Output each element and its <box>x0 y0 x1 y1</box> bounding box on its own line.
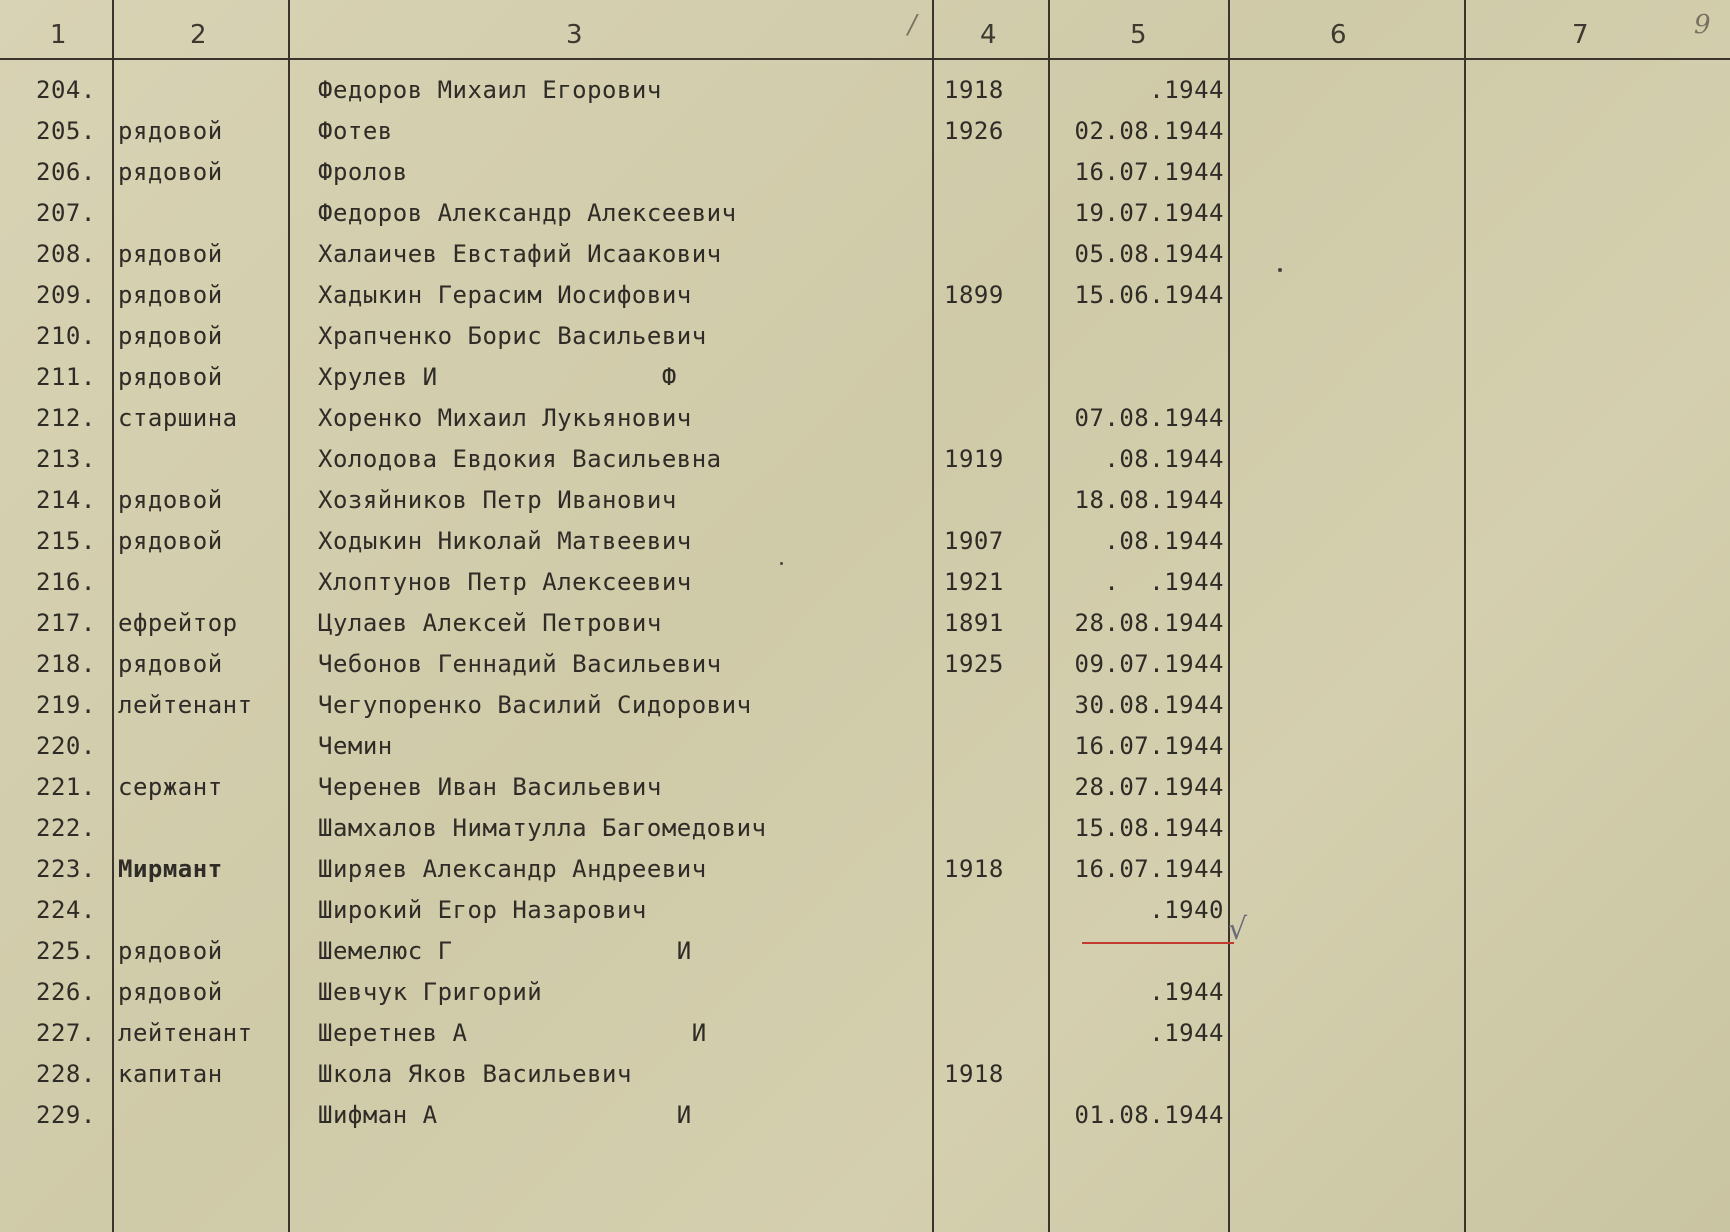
row-number: 205. <box>36 117 96 145</box>
name-cell: Шифман А И <box>318 1101 692 1129</box>
name-cell: Хоренко Михаил Лукьянович <box>318 404 692 432</box>
table-row <box>0 404 1730 444</box>
rank-cell: Мирмант <box>118 855 223 883</box>
name-cell: Широкий Егор Назарович <box>318 896 647 924</box>
table-row <box>0 814 1730 854</box>
rank-cell: рядовой <box>118 281 223 309</box>
name-cell: Школа Яков Васильевич <box>318 1060 632 1088</box>
rank-cell: рядовой <box>118 363 223 391</box>
row-number: 216. <box>36 568 96 596</box>
table-row <box>0 732 1730 772</box>
row-number: 222. <box>36 814 96 842</box>
rank-cell: лейтенант <box>118 691 253 719</box>
name-cell: Федоров Михаил Егорович <box>318 76 662 104</box>
name-cell: Хлоптунов Петр Алексеевич <box>318 568 692 596</box>
row-number: 225. <box>36 937 96 965</box>
name-cell: Шевчук Григорий <box>318 978 543 1006</box>
rank-cell: рядовой <box>118 650 223 678</box>
table-row <box>0 691 1730 731</box>
birth-year-cell: 1926 <box>944 117 1004 145</box>
name-cell: Шамхалов Ниматулла Багомедович <box>318 814 767 842</box>
row-number: 224. <box>36 896 96 924</box>
rank-cell: рядовой <box>118 978 223 1006</box>
row-number: 210. <box>36 322 96 350</box>
header-rule <box>0 58 1730 60</box>
table-row <box>0 855 1730 895</box>
name-cell: Шеретнев А И <box>318 1019 707 1047</box>
date-cell: 15.06.1944 <box>1074 281 1224 309</box>
birth-year-cell: 1899 <box>944 281 1004 309</box>
rank-cell: лейтенант <box>118 1019 253 1047</box>
date-cell: 05.08.1944 <box>1074 240 1224 268</box>
row-number: 229. <box>36 1101 96 1129</box>
date-cell: .1944 <box>1149 1019 1224 1047</box>
name-cell: Федоров Александр Алексеевич <box>318 199 737 227</box>
name-cell: Холодова Евдокия Васильевна <box>318 445 722 473</box>
red-underline-annotation <box>1082 942 1234 944</box>
name-cell: Цулаев Алексей Петрович <box>318 609 662 637</box>
date-cell: .08.1944 <box>1104 445 1224 473</box>
rank-cell: сержант <box>118 773 223 801</box>
name-cell: Хрулев И Ф <box>318 363 677 391</box>
table-row <box>0 76 1730 116</box>
table-row <box>0 199 1730 239</box>
column-header-2: 2 <box>190 20 207 50</box>
table-row <box>0 363 1730 403</box>
column-header-1: 1 <box>50 20 67 50</box>
rank-cell: рядовой <box>118 486 223 514</box>
check-mark-annotation: √ <box>1228 912 1248 947</box>
rank-cell: рядовой <box>118 117 223 145</box>
birth-year-cell: 1891 <box>944 609 1004 637</box>
page-number-mark: 9 <box>1694 10 1711 40</box>
paper-speck <box>1278 268 1282 272</box>
paper-speck <box>780 562 783 565</box>
column-header-4: 4 <box>980 20 997 50</box>
birth-year-cell: 1907 <box>944 527 1004 555</box>
table-row <box>0 650 1730 690</box>
table-row <box>0 240 1730 280</box>
date-cell: .1944 <box>1149 978 1224 1006</box>
birth-year-cell: 1918 <box>944 76 1004 104</box>
table-row <box>0 322 1730 362</box>
row-number: 226. <box>36 978 96 1006</box>
birth-year-cell: 1918 <box>944 1060 1004 1088</box>
table-row <box>0 773 1730 813</box>
rank-cell: ефрейтор <box>118 609 238 637</box>
name-cell: Хадыкин Герасим Иосифович <box>318 281 692 309</box>
name-cell: Фролов <box>318 158 408 186</box>
table-row <box>0 1019 1730 1059</box>
table-row <box>0 527 1730 567</box>
table-row <box>0 978 1730 1018</box>
name-cell: Ширяев Александр Андреевич <box>318 855 707 883</box>
row-number: 228. <box>36 1060 96 1088</box>
rank-cell: рядовой <box>118 937 223 965</box>
column-header-6: 6 <box>1330 20 1347 50</box>
date-cell: .1944 <box>1149 76 1224 104</box>
row-number: 227. <box>36 1019 96 1047</box>
table-row <box>0 1060 1730 1100</box>
row-number: 215. <box>36 527 96 555</box>
row-number: 212. <box>36 404 96 432</box>
date-cell: 02.08.1944 <box>1074 117 1224 145</box>
birth-year-cell: 1921 <box>944 568 1004 596</box>
row-number: 213. <box>36 445 96 473</box>
rank-cell: рядовой <box>118 240 223 268</box>
name-cell: Чебонов Геннадий Васильевич <box>318 650 722 678</box>
name-cell: Халаичев Евстафий Исаакович <box>318 240 722 268</box>
row-number: 218. <box>36 650 96 678</box>
column-tick-mark: / <box>908 10 917 40</box>
date-cell: 28.07.1944 <box>1074 773 1224 801</box>
row-number: 204. <box>36 76 96 104</box>
row-number: 220. <box>36 732 96 760</box>
column-header-7: 7 <box>1572 20 1589 50</box>
row-number: 223. <box>36 855 96 883</box>
row-number: 206. <box>36 158 96 186</box>
row-number: 214. <box>36 486 96 514</box>
rank-cell: рядовой <box>118 158 223 186</box>
name-cell: Черенев Иван Васильевич <box>318 773 662 801</box>
birth-year-cell: 1918 <box>944 855 1004 883</box>
table-row <box>0 896 1730 936</box>
name-cell: Ходыкин Николай Матвеевич <box>318 527 692 555</box>
date-cell: 28.08.1944 <box>1074 609 1224 637</box>
date-cell: 09.07.1944 <box>1074 650 1224 678</box>
table-row <box>0 609 1730 649</box>
table-row <box>0 445 1730 485</box>
date-cell: 07.08.1944 <box>1074 404 1224 432</box>
row-number: 217. <box>36 609 96 637</box>
date-cell: 16.07.1944 <box>1074 855 1224 883</box>
name-cell: Шемелюс Г И <box>318 937 692 965</box>
table-row <box>0 486 1730 526</box>
name-cell: Хозяйников Петр Иванович <box>318 486 677 514</box>
rank-cell: капитан <box>118 1060 223 1088</box>
table-row <box>0 568 1730 608</box>
table-row <box>0 117 1730 157</box>
date-cell: 16.07.1944 <box>1074 158 1224 186</box>
rank-cell: старшина <box>118 404 238 432</box>
column-header-3: 3 <box>566 20 583 50</box>
date-cell: 19.07.1944 <box>1074 199 1224 227</box>
row-number: 221. <box>36 773 96 801</box>
date-cell: 15.08.1944 <box>1074 814 1224 842</box>
date-cell: 16.07.1944 <box>1074 732 1224 760</box>
table-row <box>0 158 1730 198</box>
date-cell: .1940 <box>1149 896 1224 924</box>
table-row <box>0 937 1730 977</box>
date-cell: 30.08.1944 <box>1074 691 1224 719</box>
date-cell: .08.1944 <box>1104 527 1224 555</box>
date-cell: 18.08.1944 <box>1074 486 1224 514</box>
date-cell: 01.08.1944 <box>1074 1101 1224 1129</box>
date-cell: . .1944 <box>1104 568 1224 596</box>
table-row <box>0 1101 1730 1141</box>
name-cell: Чемин <box>318 732 393 760</box>
name-cell: Фотев <box>318 117 393 145</box>
row-number: 219. <box>36 691 96 719</box>
table-row <box>0 281 1730 321</box>
row-number: 211. <box>36 363 96 391</box>
birth-year-cell: 1919 <box>944 445 1004 473</box>
birth-year-cell: 1925 <box>944 650 1004 678</box>
row-number: 208. <box>36 240 96 268</box>
row-number: 207. <box>36 199 96 227</box>
name-cell: Храпченко Борис Васильевич <box>318 322 707 350</box>
rank-cell: рядовой <box>118 527 223 555</box>
column-header-5: 5 <box>1130 20 1147 50</box>
row-number: 209. <box>36 281 96 309</box>
rank-cell: рядовой <box>118 322 223 350</box>
name-cell: Чегупоренко Василий Сидорович <box>318 691 752 719</box>
